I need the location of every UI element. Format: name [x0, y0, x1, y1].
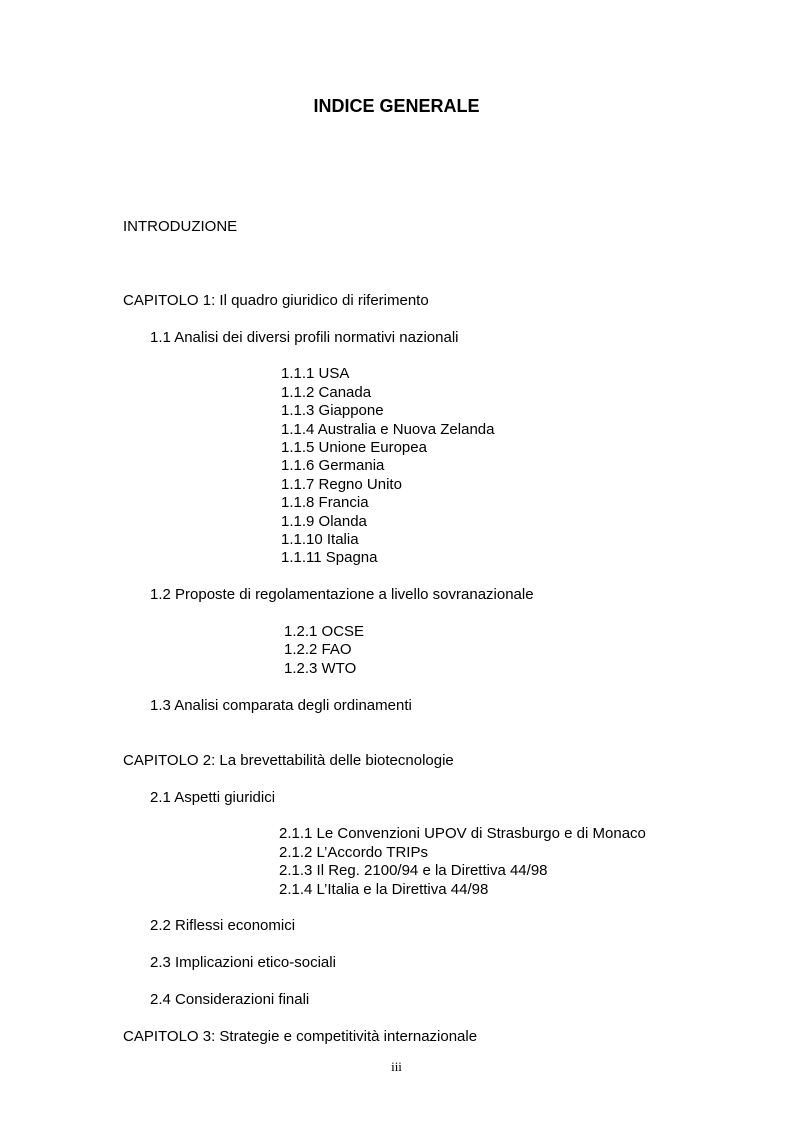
toc-subsection: 1.1.4 Australia e Nuova Zelanda — [281, 421, 495, 438]
toc-subsection: 1.1.8 Francia — [281, 494, 369, 511]
toc-subsection: 2.1.1 Le Convenzioni UPOV di Strasburgo e di Monaco — [279, 825, 646, 842]
toc-subsection: 1.1.2 Canada — [281, 384, 372, 401]
toc-subsection: 2.1.3 Il Reg. 2100/94 e la Direttiva 44/98 — [279, 862, 548, 879]
toc-section-1-1: 1.1 Analisi dei diversi profili normativi nazionali — [150, 329, 459, 346]
toc-subsection: 1.1.1 USA — [281, 365, 350, 382]
toc-subsection: 1.2.1 OCSE — [284, 623, 365, 640]
toc-subsection: 1.1.9 Olanda — [281, 513, 367, 530]
toc-chapter-1: CAPITOLO 1: Il quadro giuridico di riferimento — [123, 292, 429, 309]
toc-chapter-2: CAPITOLO 2: La brevettabilità delle biotecnologie — [123, 752, 454, 769]
toc-subsection: 1.1.5 Unione Europea — [281, 439, 427, 456]
toc-chapter-3: CAPITOLO 3: Strategie e competitività internazionale — [123, 1028, 478, 1045]
toc-subsection: 1.2.3 WTO — [284, 660, 357, 677]
toc-subsection: 1.2.2 FAO — [284, 641, 352, 658]
toc-subsection: 1.1.6 Germania — [281, 457, 385, 474]
toc-introduction: INTRODUZIONE — [123, 218, 238, 235]
toc-section-2-4: 2.4 Considerazioni finali — [150, 991, 310, 1008]
toc-section-2-1: 2.1 Aspetti giuridici — [150, 789, 276, 806]
toc-section-1-2: 1.2 Proposte di regolamentazione a livello sovranazionale — [150, 586, 534, 603]
toc-section-1-3: 1.3 Analisi comparata degli ordinamenti — [150, 697, 412, 714]
page-number: iii — [391, 1059, 402, 1074]
toc-subsection: 1.1.7 Regno Unito — [281, 476, 402, 493]
toc-subsection: 2.1.2 L’Accordo TRIPs — [279, 844, 428, 861]
toc-section-2-3: 2.3 Implicazioni etico-sociali — [150, 954, 336, 971]
toc-subsection: 1.1.11 Spagna — [281, 549, 378, 566]
page-title: INDICE GENERALE — [313, 96, 480, 116]
toc-section-2-2: 2.2 Riflessi economici — [150, 917, 296, 934]
toc-subsection: 1.1.3 Giappone — [281, 402, 384, 419]
toc-subsection: 1.1.10 Italia — [281, 531, 359, 548]
toc-subsection: 2.1.4 L’Italia e la Direttiva 44/98 — [279, 881, 489, 898]
